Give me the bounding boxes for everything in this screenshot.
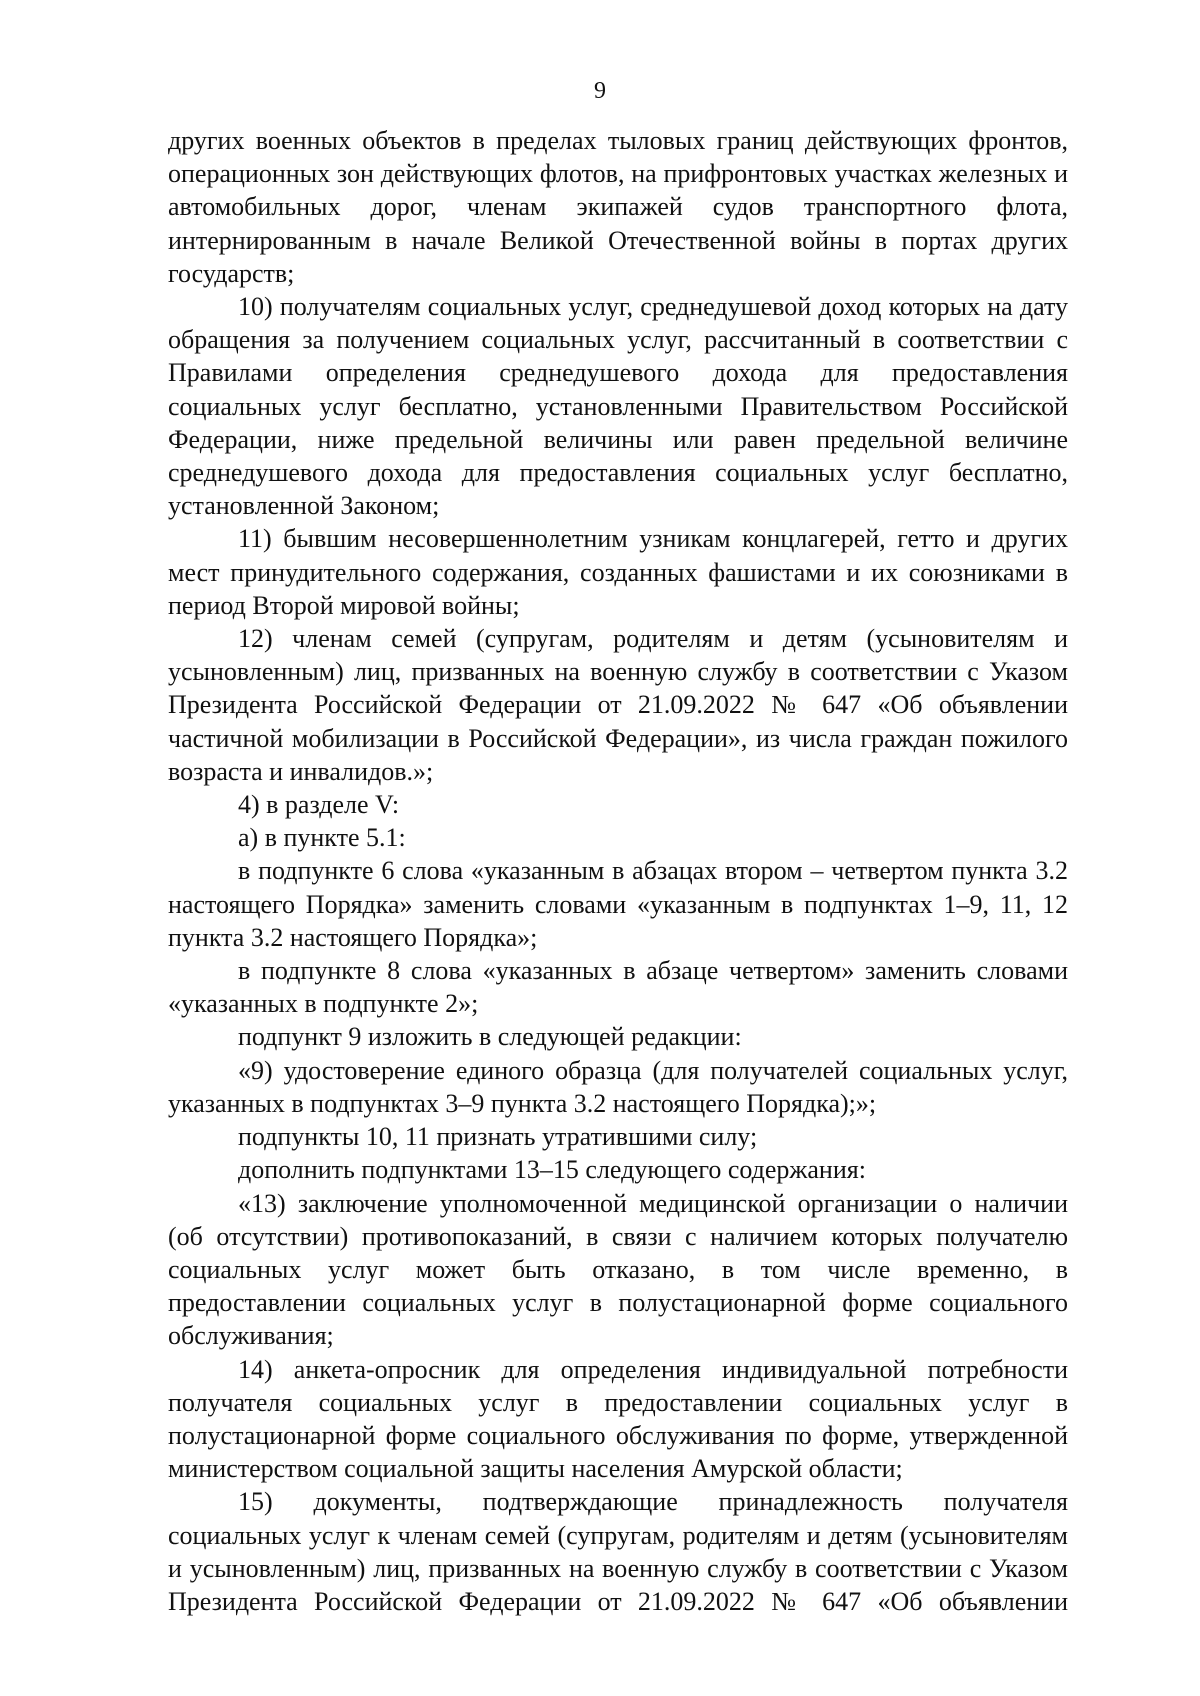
paragraph-subpoint-9-text: «9) удостоверение единого образца (для получателей социальных услуг, указанных в подпунктах 3–9 пункта 3.2 настоящего Порядка);»; (168, 1055, 1068, 1118)
paragraph-continuation: других военных объектов в пределах тыловых границ действующих фронтов, операционных зон действующих флотов, на прифронтовых участках железных и автомобильных дорог, членам экипажей судов транспортного флота, интернированным в начале Великой Отечественной войны в портах других государств; (168, 126, 1068, 288)
paragraph-subpoints-10-11: подпункты 10, 11 признать утратившими силу; (238, 1122, 758, 1152)
paragraph-point-5-1: а) в пункте 5.1: (238, 823, 406, 853)
paragraph-subpoint-13: «13) заключение уполномоченной медицинской организации о наличии (об отсутствии) противопоказаний, в связи с наличием которых получателю социальных услуг может быть отказано, в том числе временно, в предоставлении социальных услуг в полустационарной форме социального обслуживания; (168, 1188, 1068, 1351)
paragraph-item-12: 12) членам семей (супругам, родителям и детям (усыновителям и усыновленным) лиц, призванных на военную службу в соответствии с Указом Президента Российской Федерации от 21.09.2022 № 647 «Об объявлении частичной мобилизации в Российской Федерации», из числа граждан пожилого возраста и инвалидов.»; (168, 624, 1068, 786)
paragraph-subpoint-9-intro: подпункт 9 изложить в следующей редакции: (238, 1022, 742, 1052)
paragraph-item-10: 10) получателям социальных услуг, среднедушевой доход которых на дату обращения за получением социальных услуг, рассчитанный в соответствии с Правилами определения среднедушевого дохода для предоставления социальных услуг бесплатно, установленными Правительством Российской Федерации, ниже предельной величины или равен предельной величине среднедушевого дохода для предоставления социальных услуг бесплатно, установленной Законом; (168, 292, 1068, 521)
paragraph-subpoint-14: 14) анкета-опросник для определения индивидуальной потребности получателя социальных услуг в предоставлении социальных услуг в полустационарной форме социального обслуживания по форме, утвержденной министерством социальной защиты населения Амурской области; (168, 1354, 1068, 1484)
page-number: 9 (594, 78, 606, 104)
paragraph-section-v: 4) в разделе V: (238, 790, 400, 820)
paragraph-subpoint-15: 15) документы, подтверждающие принадлежность получателя социальных услуг к членам семей (супругам, родителям и детям (усыновителям и усыновленным) лиц, призванных на военную службу в соответствии с Указом Президента Российской Федерации от 21.09.2022 № 647 «Об объявлении (168, 1487, 1068, 1616)
paragraph-subpoint-6: в подпункте 6 слова «указанным в абзацах втором – четвертом пункта 3.2 настоящего Порядка» заменить словами «указанным в подпунктах 1–9, 11, 12 пункта 3.2 настоящего Порядка»; (168, 856, 1068, 952)
paragraph-add-13-15: дополнить подпунктами 13–15 следующего содержания: (238, 1155, 866, 1185)
paragraph-item-11: 11) бывшим несовершеннолетним узникам концлагерей, гетто и других мест принудительного содержания, созданных фашистами и их союзниками в период Второй мировой войны; (168, 524, 1068, 620)
document-body (168, 124, 1068, 1618)
paragraph-subpoint-8: в подпункте 8 слова «указанных в абзаце четвертом» заменить словами «указанных в подпункте 2»; (168, 956, 1068, 1019)
